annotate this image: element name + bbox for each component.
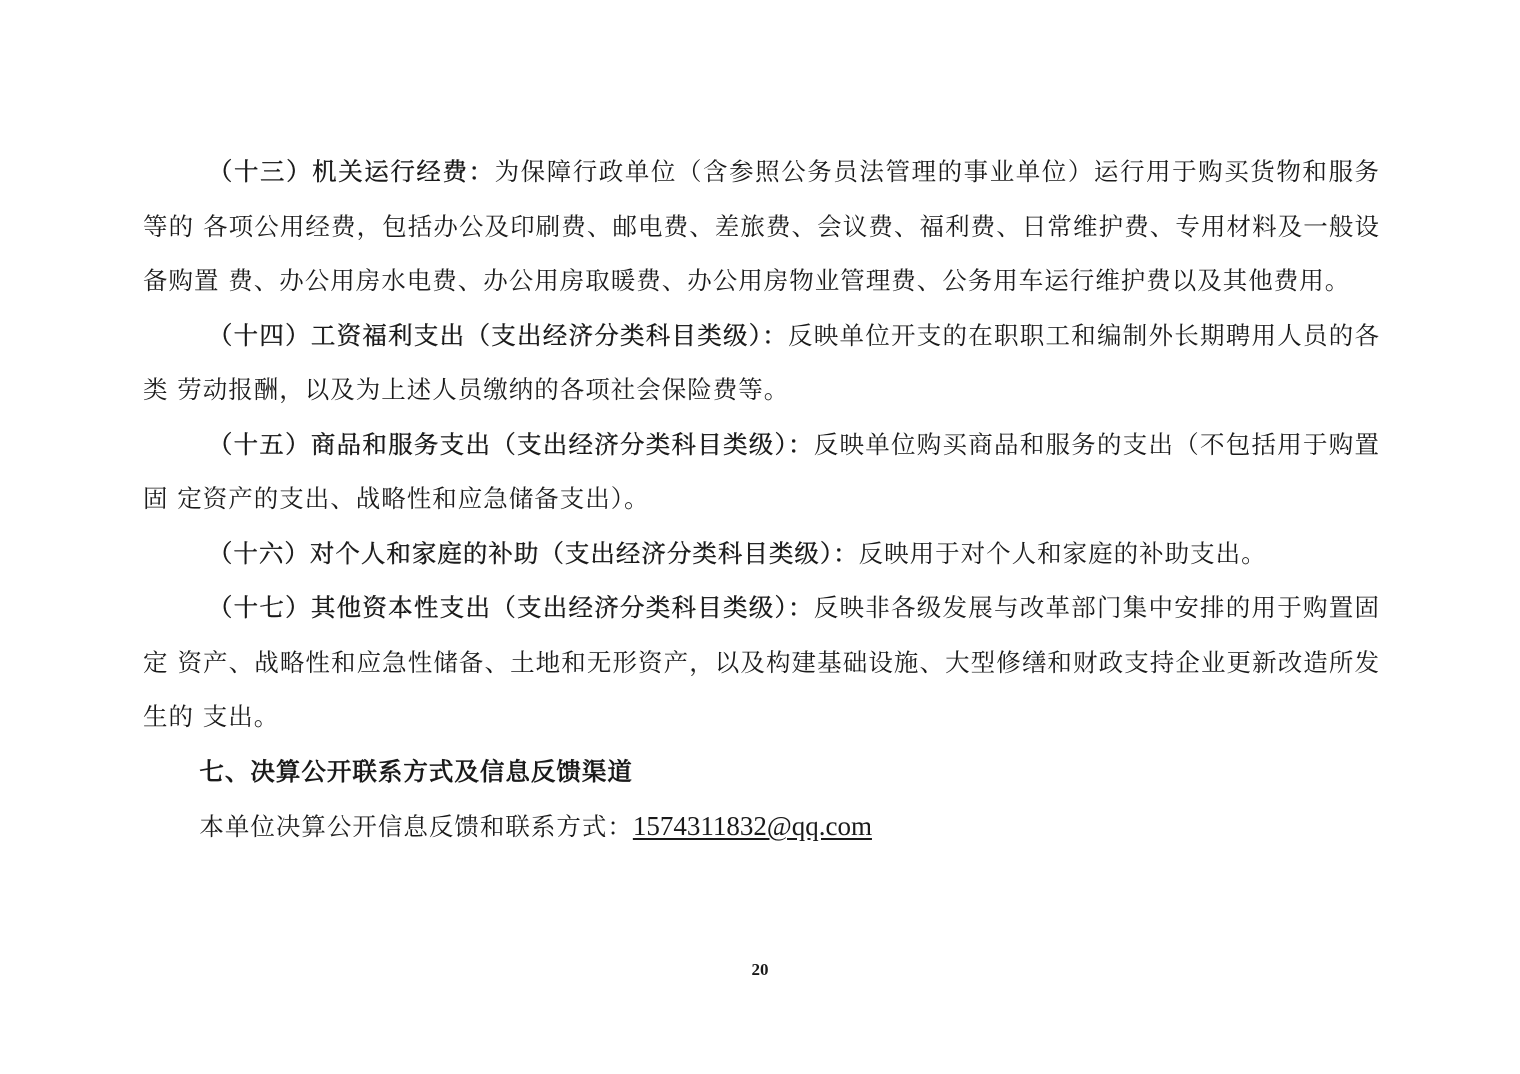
contact-line [143,799,1380,855]
paragraph-body: 反映用于对个人和家庭的补助支出。 [858,538,1267,568]
paragraph-body: 为保障行政单位（含参照公务员法管理的事业单位）运行用于购买货物和服务等的 各项公用经费，包括办公及印刷费、邮电费、差旅费、会议费、福利费、日常维护费、专用材料及一般设备购置 费、办公用房水电费、办公用房取暖费、办公用房物业管理费、公务用车运行维护费以及其他费用。 [143,157,1381,295]
paragraph-body: 反映非各级发展与改革部门集中安排的用于购置固定 资产、战略性和应急性储备、土地和无形资产，以及构建基础设施、大型修缮和财政支持企业更新改造所发生的 支出。 [143,593,1381,731]
paragraph-item-14 [143,309,1380,418]
contact-email-link[interactable]: 1574311832@qq.com [632,811,872,841]
section-heading: 七、决算公开联系方式及信息反馈渠道 [199,756,633,786]
paragraph-body: 反映单位开支的在职职工和编制外长期聘用人员的各类 劳动报酬，以及为上述人员缴纳的各项社会保险费等。 [143,320,1381,404]
paragraph-term: （十四）工资福利支出（支出经济分类科目类级）： [207,320,788,350]
paragraph-item-15 [143,418,1380,527]
paragraph-term: （十三）机关运行经费： [207,157,495,186]
paragraph-item-17 [143,581,1380,745]
paragraph-term: （十六）对个人和家庭的补助（支出经济分类科目类级）： [207,538,859,568]
paragraph-term: （十五）商品和服务支出（支出经济分类科目类级）： [207,429,814,459]
contact-label: 本单位决算公开信息反馈和联系方式： [199,812,633,841]
paragraph-term: （十七）其他资本性支出（支出经济分类科目类级）： [207,593,814,622]
page-number: 20 [751,960,769,979]
page-content [143,145,1380,855]
paragraph-body: 反映单位购买商品和服务的支出（不包括用于购置固 定资产的支出、战略性和应急储备支出）。 [143,429,1381,513]
paragraph-item-16 [143,527,1380,582]
paragraph-item-13 [143,145,1380,309]
